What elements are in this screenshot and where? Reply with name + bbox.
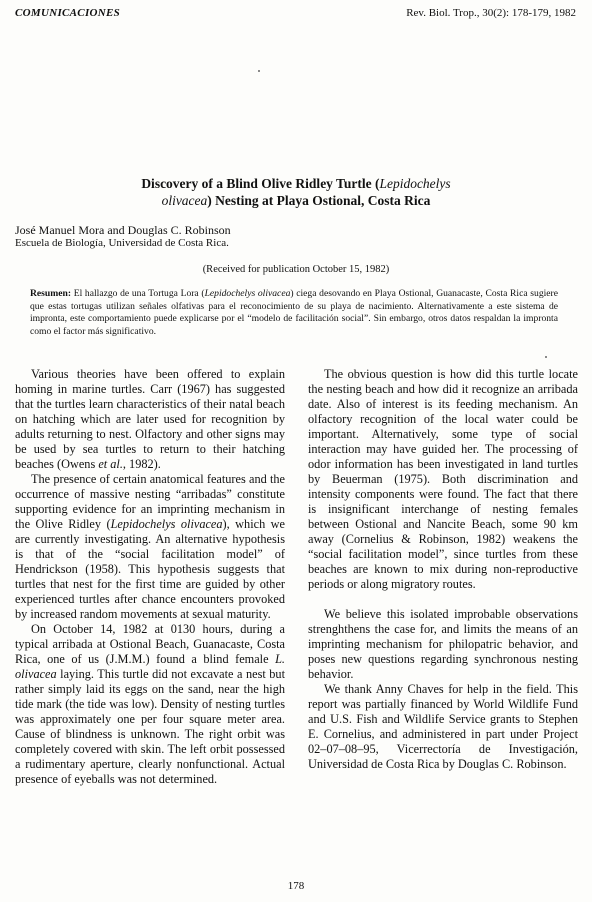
section-label: COMUNICACIONES [15, 7, 121, 19]
paragraph-text: , 1982). [122, 457, 161, 471]
title-line1-text: Discovery of a Blind Olive Ridley Turtle ( [141, 176, 380, 191]
paragraph-text: The presence of certain anatomical features and the occurrence of massive nesting “arribadas” constitute supporting evidence for an imprinting mechanism in the Olive Ridley ( [15, 472, 285, 531]
article-title [40, 175, 552, 209]
page-number: 178 [287, 880, 305, 892]
print-speck [258, 70, 260, 72]
paragraph [15, 367, 285, 472]
paragraph: The obvious question is how did this turtle locate the nesting beach and how did it recognize an arribada date. Also of interest is its feeding mechanism. An olfactory recognition of the local water could be important. Alternatively, some type of social interaction may have guided her. The processing of odor information has been investigated in land turtles by Beuerman (1975). Both discrimination and intensity components were found. The fact that there is insignificant interchange of nesting females between Ostional and Nancite Beach, some 90 km away (Cornelius & Robinson, 1982) weakens the “social facilitation model”, since turtles from these beaches are known to mix during non-reproductive periods or along migratory routes. [308, 367, 578, 591]
paragraph-text: Various theories have been offered to explain homing in marine turtles. Carr (1967) has suggested that the turtles learn characteristics of their natal beach on hatching which are later used for recognition by adults returning to nest. Olfactory and other signs may be used by sea turtles to return to their hatching beaches (Owens [15, 367, 285, 471]
abstract-label: Resumen: [30, 288, 72, 299]
right-column [308, 367, 578, 772]
paragraph-italic: et al. [98, 457, 123, 471]
paragraph-italic: L. olivacea [15, 652, 285, 681]
abstract [30, 288, 558, 338]
paragraph [15, 622, 285, 787]
title-species: olivacea [161, 193, 208, 208]
paragraph-italic: Lepidochelys olivacea [110, 517, 223, 531]
author-names: José Manuel Mora and Douglas C. Robinson [15, 223, 231, 237]
abstract-text-1: El hallazgo de una Tortuga Lora ( [71, 288, 205, 299]
paragraph-text: On October 14, 1982 at 0130 hours, during a typical arribada at Ostional Beach, Guanacaste, Costa Rica, one of us (J.M.M.) found a blind female [15, 622, 285, 666]
print-speck [545, 356, 547, 358]
title-genus: Lepidochelys [379, 176, 451, 191]
received-date: (Received for publication October 15, 1982) [202, 264, 390, 275]
left-column [15, 367, 285, 787]
author-block [15, 224, 231, 250]
paragraph-text: laying. This turtle did not excavate a nest but rather simply laid its eggs on the sand, near the high tide mark (the tide was low). Density of nesting turtles was approximately one per four square meter area. Cause of blindness is unknown. The right orbit was completely covered with skin. The left orbit possessed a rudimentary aperture, clearly nonfunctional. Actual presence of eyeballs was not determined. [15, 667, 285, 786]
author-affiliation: Escuela de Biología, Universidad de Costa Rica. [15, 237, 229, 249]
abstract-species: Lepidochelys olivacea [204, 288, 291, 299]
paragraph: We thank Anny Chaves for help in the field. This report was partially financed by World Wildlife Fund and U.S. Fish and Wildlife Service grants to Stephen E. Cornelius, and administered in part under Project 02–07–08–95, Vicerrectoría de Investigación, Universidad de Costa Rica by Douglas C. Robinson. [308, 682, 578, 771]
paragraph-text: ), which we are currently investigating. An alternative hypothesis is that of the “social facilitation model” of Hendrickson (1958). This hypothesis suggests that turtles that nest for the first time are guided by other experienced turtles after chance encounters provoked by increased random movements at sexual maturity. [15, 517, 285, 621]
title-line2-text: ) Nesting at Playa Ostional, Costa Rica [207, 193, 431, 208]
journal-citation: Rev. Biol. Trop., 30(2): 178-179, 1982 [406, 7, 576, 19]
paragraph [15, 472, 285, 622]
paragraph: We believe this isolated improbable observations strenghthens the case for, and limits the means of an imprinting mechanism for philopatric behavior, and poses new questions regarding synchronous nesting behavior. [308, 607, 578, 681]
abstract-text-2: ) ciega desovando en Playa Ostional, Guanacaste, Costa Rica sugiere que estas tortugas utilizan señales olfativas para el reconocimiento de su playa de nacimiento. Alternativamente a este sistema de impronta, este comportamiento puede explicarse por el “modelo de facilitación social”. Sin embargo, otros datos respaldan la impronta como el factor más significativo. [30, 288, 558, 337]
